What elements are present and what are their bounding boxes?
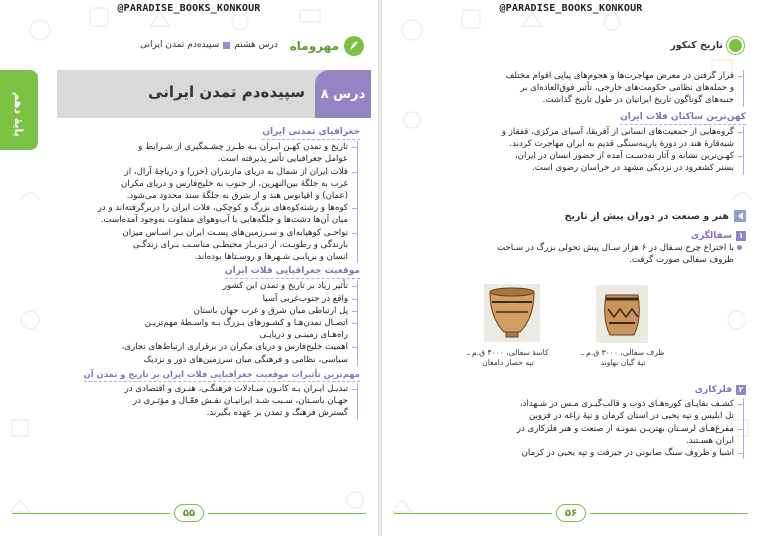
text-line-content: با اختراع چرخ سـفال در ۶ هزار سـال پیش تحولی بزرگ در سـاخت [496, 243, 734, 254]
subsection-title: فلزکاری [694, 385, 732, 395]
text-line: تبدیـل ایـران بـه کانـون مبـادلات فرهنگـی، هنـری و اقتصادی در [42, 383, 348, 395]
history-logo-icon [727, 37, 744, 54]
brand-header [290, 36, 364, 56]
subsection-number: ۲ [736, 385, 746, 395]
text-line: اتصـال تمدن‌هـا و کشـورهای بـزرگ بـه واسـطهٔ مهم‌تریـن [42, 317, 348, 329]
text-line: نواحـی کوهپایه‌ای و سـرزمین‌های پسـت ایران بـر اسـاس میزان [42, 227, 348, 239]
text-line: سیاسی، نظامی و فرهنگی میان سرزمین‌های دور و نزدیک [143, 354, 348, 365]
section-body [406, 70, 746, 107]
text-line: انسان و برپایـی شـهرها و روسـتاها بوده‌اند. [194, 252, 348, 263]
page-number: ۵۵ [174, 504, 204, 522]
grade-tab [0, 70, 38, 150]
text-line: پل ارتباطی میان شرق و غرب جهان باستان [42, 305, 348, 317]
subsection-heading [400, 384, 746, 396]
page-number: ۵۶ [556, 504, 586, 522]
subsection-number: ۱ [736, 231, 746, 241]
brand-name: مهروماه [289, 39, 339, 53]
text-line: جنبه‌های گوناگون تاریخ ایرانیان در طول تاریخ گذاشت. [542, 95, 734, 106]
main-heading-text: هنر و صنعت در دوران پیش از تاریخ [564, 210, 729, 222]
watermark-text: @PARADISE_BOOKS_KONKOUR [117, 3, 261, 14]
section-heading: موقعیت جغرافیایی فلات ایران [225, 265, 360, 279]
text-line: راه‌هـای زمینـی و دریایـی [259, 330, 348, 341]
caption-line: ظرف سفالی، ۳۰۰۰ ق.م ـ [581, 348, 665, 357]
section-body [400, 242, 746, 266]
text-line: (عمان) و اقیانوس هند و از شرق به جلگهٔ سند محدود می‌شود. [126, 191, 348, 202]
right-content-top [406, 70, 746, 175]
text-line [400, 242, 742, 254]
page-title: سپیده‌دم تمدن ایرانی [148, 83, 305, 101]
text-line: مفرغ‌هـای لرسـتان بهتریـن نمونـه از صنعت و هنر فلزکاری در [400, 423, 734, 435]
section-body [42, 280, 360, 365]
text-line: جهـان باسـتان، سـبب شـد ایرانیـان نقـش فعّـال و مؤثـری در [132, 396, 348, 407]
text-line: میان آن‌ها دشت‌ها و جلگه‌هایی با آب‌وهوای متفاوت به‌وجود آمده‌است. [100, 215, 348, 226]
text-line: ظروف سفالی صورت گرفت. [629, 255, 734, 266]
pottery-bowl-image [484, 284, 540, 342]
text-line: فلات ایران از شمال به دریای مازندران (خزر) و دریاچهٔ آرال، از [42, 166, 348, 178]
text-line: گروه‌هایی از جمعیت‌های انسانی از آفریقا، آسیای مرکزی، قفقاز و [406, 126, 734, 138]
text-line: کهـن‌ترین نشانه و آثار به‌دسـت آمده از حضور انسان در ایران، [406, 150, 734, 162]
section-body [400, 398, 746, 459]
breadcrumb-separator-icon [223, 42, 230, 49]
image-caption [578, 348, 668, 368]
arrow-left-icon [734, 210, 746, 222]
section-body [42, 383, 360, 420]
section-heading: مهم‌ترین تأثیرات موقعیت جغرافیایی فلات ایران بر تاریخ و تمدن آن [84, 368, 360, 382]
text-line: گسترش فرهنگ و تمدن بر عهده بگیرند. [206, 408, 348, 419]
footer-rule [394, 513, 552, 514]
bowl-drawing-icon [484, 284, 540, 342]
text-line: اهمیت خلیج‌فارس و دریای مکران در برقراری ارتباط‌های تجاری، [42, 341, 348, 353]
text-line: قرار گرفتن در معرض مهاجرت‌ها و هجوم‌های پیاپی اقوام مختلف [406, 70, 734, 82]
text-line: ایران هسـتند. [685, 435, 734, 446]
image-caption [458, 348, 558, 368]
footer-rule [208, 513, 366, 514]
caption-line: تپه حصار دامغان [482, 358, 534, 367]
footer-rule [12, 513, 170, 514]
text-line: عوامل جغرافیایی تأثیر پذیرفته است. [217, 154, 348, 165]
text-line: تل ابلیس و تپه یحیی در استان کرمان و تپهٔ زاغه در قزوین [528, 411, 734, 422]
breadcrumb-title: سپیده‌دم تمدن ایرانی [140, 40, 220, 50]
section-body [406, 126, 746, 175]
subsection-heading [400, 230, 746, 242]
text-line: و حمله‌های نظامی حکومت‌های خارجی، تأثیر فوق‌العاده‌ای بر [520, 83, 734, 94]
subject-label: تاریخ کنکور [670, 40, 723, 51]
watermark-text: @PARADISE_BOOKS_KONKOUR [499, 3, 643, 14]
caption-line: کاسهٔ سفالی، ۴۰۰۰ ق.م ـ [467, 348, 549, 357]
grade-tab-label: پایهٔ دهم [12, 92, 25, 137]
pottery-vessel-image [596, 285, 648, 343]
brand-logo-icon [344, 36, 364, 56]
metalwork-section [400, 384, 746, 459]
left-content [42, 124, 360, 420]
subsection-title: سفالگری [690, 231, 732, 241]
breadcrumb [140, 40, 278, 50]
left-page [0, 0, 378, 536]
vessel-drawing-icon [596, 285, 648, 343]
right-page [382, 0, 760, 536]
text-line: کشـف بقایـای کوره‌هـای ذوب و قالب‌گیـری مـس در شـهداد، [400, 398, 734, 410]
section-heading: کهن‌ترین ساکنان فلات ایران [620, 111, 746, 125]
section-body [42, 141, 360, 263]
pottery-section [400, 230, 746, 267]
text-line: بارندگی و رطوبـت، از دیربـاز محیطـی مناسـب بـرای زندگـی [132, 239, 348, 250]
section-heading: جغرافیای تمدنی ایران [262, 126, 360, 140]
breadcrumb-lesson: درس هشتم [234, 40, 278, 50]
text-line: تأثیر زیاد بر تاریخ و تمدن این کشور [42, 280, 348, 292]
subject-header [670, 37, 744, 54]
text-line: بستر کشفرود در نزدیکی مشهد در خراسان رضوی است. [532, 163, 734, 174]
lesson-title-bar [57, 70, 371, 118]
main-heading [392, 209, 746, 223]
text-line: واقع در جنوب‌غربی آسیا [42, 293, 348, 305]
lesson-number-badge: درس ۸ [315, 70, 371, 118]
text-line: شبه‌قارهٔ هند در دورهٔ پارینه‌سنگی قدیم به ایران مهاجرت کردند. [509, 139, 734, 150]
text-line: غرب به جلگهٔ بین‌النهرین، از جنوب به خلیج‌فارس و دریای مکران [121, 178, 348, 189]
caption-line: تپهٔ گیان نهاوند [600, 358, 646, 367]
text-line: کوه‌ها و رشته‌کوه‌های بزرگ و کوچکی، فلات ایران را دربرگرفته‌اند و در [42, 202, 348, 214]
text-line: تاریخ و تمدن کهـن ایـران بـه طـرز چشـمگیری از شـرایط و [42, 141, 348, 153]
text-line: اشیا و ظروف سنگ صابونی در جیرفت و تپه یحیی در کرمان [400, 447, 734, 459]
bullet-icon [737, 245, 742, 250]
footer-rule [590, 513, 748, 514]
